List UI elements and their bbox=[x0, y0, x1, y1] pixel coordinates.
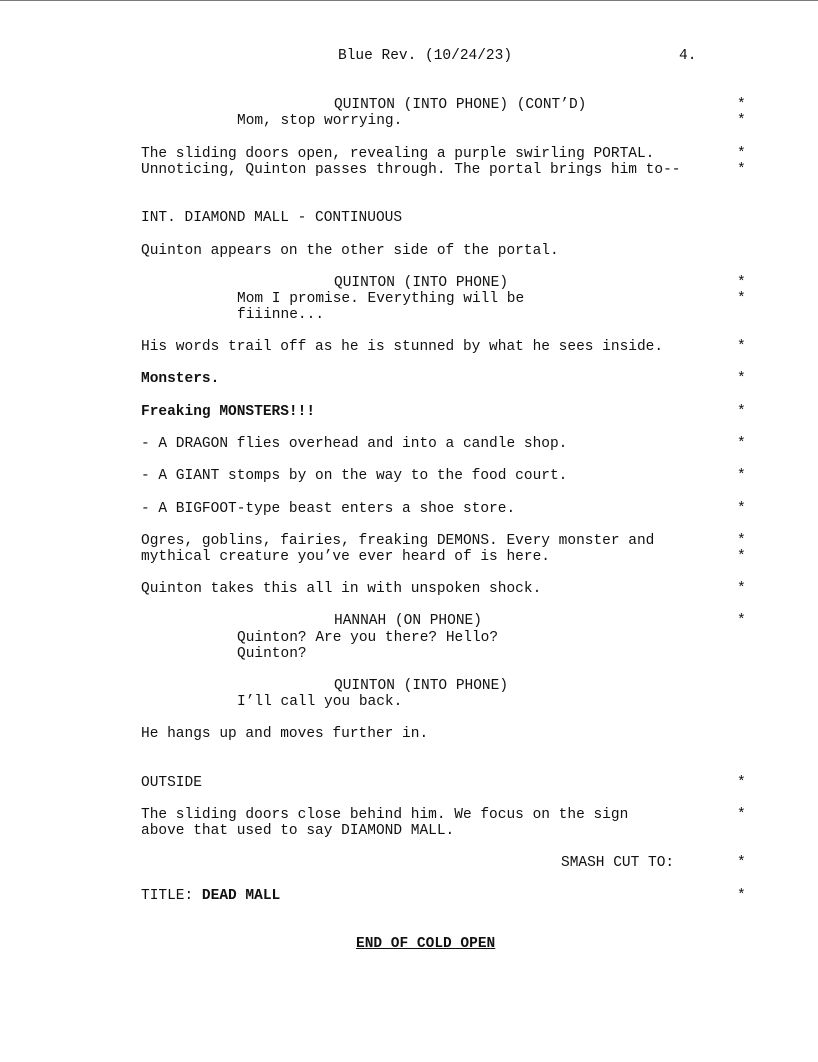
transition: SMASH CUT TO: bbox=[561, 855, 675, 871]
revision-mark: * bbox=[737, 501, 746, 517]
revision-mark: * bbox=[737, 371, 746, 387]
action-line: He hangs up and moves further in. bbox=[141, 726, 429, 742]
revision-mark: * bbox=[737, 436, 746, 452]
dialogue-line: Mom I promise. Everything will be bbox=[237, 291, 525, 307]
revision-mark: * bbox=[737, 613, 746, 629]
character-cue: QUINTON (INTO PHONE) bbox=[334, 275, 509, 291]
character-cue: QUINTON (INTO PHONE) bbox=[334, 678, 509, 694]
action-line: Quinton appears on the other side of the portal. bbox=[141, 243, 559, 259]
action-bullet: - A DRAGON flies overhead and into a candle shop. bbox=[141, 436, 568, 452]
revision-mark: * bbox=[737, 146, 746, 162]
action-line: mythical creature you’ve ever heard of is here. bbox=[141, 549, 550, 565]
action-line-bold: Freaking MONSTERS!!! bbox=[141, 404, 316, 420]
character-cue: QUINTON (INTO PHONE) (CONT’D) bbox=[334, 97, 587, 113]
scene-heading: OUTSIDE bbox=[141, 775, 202, 791]
revision-mark: * bbox=[737, 113, 746, 129]
page-number: 4. bbox=[679, 48, 697, 64]
revision-mark: * bbox=[737, 855, 746, 871]
revision-mark: * bbox=[737, 275, 746, 291]
action-line: above that used to say DIAMOND MALL. bbox=[141, 823, 455, 839]
dialogue-line: fiiinne... bbox=[237, 307, 325, 323]
revision-mark: * bbox=[737, 775, 746, 791]
revision-mark: * bbox=[737, 291, 746, 307]
action-line: The sliding doors open, revealing a purple swirling PORTAL. bbox=[141, 146, 655, 162]
revision-mark: * bbox=[737, 533, 746, 549]
action-line: Ogres, goblins, fairies, freaking DEMONS. Every monster and bbox=[141, 533, 655, 549]
revision-mark: * bbox=[737, 888, 746, 904]
character-cue: HANNAH (ON PHONE) bbox=[334, 613, 482, 629]
dialogue-line: Quinton? Are you there? Hello? bbox=[237, 630, 499, 646]
dialogue-line: Mom, stop worrying. bbox=[237, 113, 403, 129]
revision-mark: * bbox=[737, 468, 746, 484]
action-bullet: - A GIANT stomps by on the way to the food court. bbox=[141, 468, 568, 484]
revision-mark: * bbox=[737, 404, 746, 420]
revision-mark: * bbox=[737, 581, 746, 597]
revision-mark: * bbox=[737, 807, 746, 823]
dialogue-line: Quinton? bbox=[237, 646, 307, 662]
action-line: Quinton takes this all in with unspoken shock. bbox=[141, 581, 542, 597]
revision-mark: * bbox=[737, 339, 746, 355]
action-line: The sliding doors close behind him. We focus on the sign bbox=[141, 807, 629, 823]
title-line bbox=[141, 888, 280, 904]
action-line: His words trail off as he is stunned by what he sees inside. bbox=[141, 339, 664, 355]
action-line: Unnoticing, Quinton passes through. The portal brings him to-- bbox=[141, 162, 681, 178]
scene-heading: INT. DIAMOND MALL - CONTINUOUS bbox=[141, 210, 403, 226]
action-line-bold: Monsters. bbox=[141, 371, 220, 387]
dialogue-line: I’ll call you back. bbox=[237, 694, 403, 710]
end-of-act: END OF COLD OPEN bbox=[356, 936, 496, 952]
revision-mark: * bbox=[737, 97, 746, 113]
title-prefix: TITLE: bbox=[141, 888, 202, 904]
revision-mark: * bbox=[737, 549, 746, 565]
title-name: DEAD MALL bbox=[201, 888, 281, 904]
revision-label: Blue Rev. (10/24/23) bbox=[338, 48, 513, 64]
action-bullet: - A BIGFOOT-type beast enters a shoe store. bbox=[141, 501, 516, 517]
revision-mark: * bbox=[737, 162, 746, 178]
